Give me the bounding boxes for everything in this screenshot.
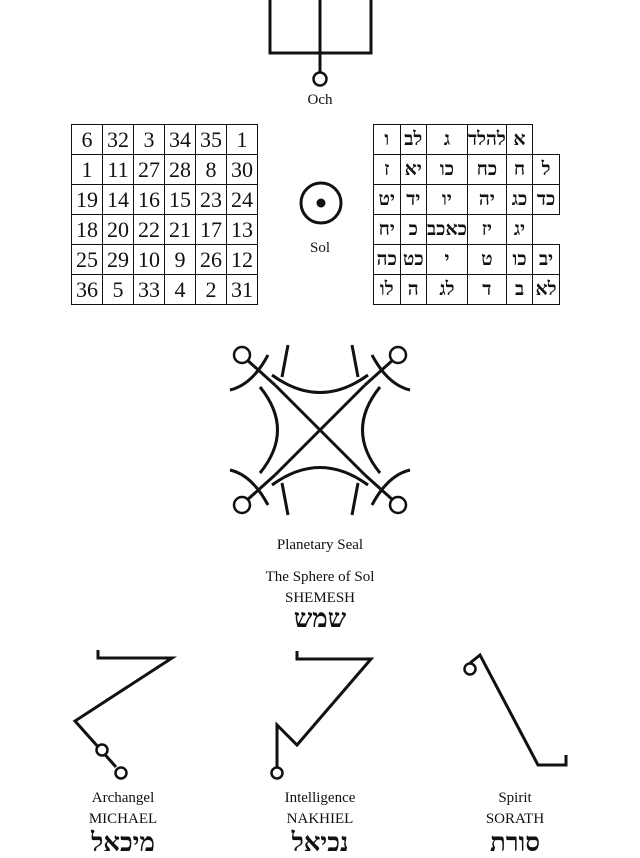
hebrew-square-row	[374, 275, 560, 305]
hebrew-square-cell: ח	[506, 155, 533, 185]
magic-square-cell: 14	[103, 185, 134, 215]
hebrew-square-cell: ל	[533, 155, 560, 185]
magic-square-cell: 22	[134, 215, 165, 245]
archangel-sigil	[60, 645, 200, 785]
archangel-name: MICHAEL	[88, 811, 158, 827]
hebrew-square-row	[374, 125, 560, 155]
hebrew-square-cell: כט	[400, 245, 427, 275]
hebrew-square-cell: י	[427, 245, 468, 275]
hebrew-square-cell: ב	[506, 275, 533, 305]
spirit-sigil	[450, 645, 590, 785]
magic-square-cell: 20	[103, 215, 134, 245]
hebrew-square-cell: לא	[533, 275, 560, 305]
magic-square-cell: 10	[134, 245, 165, 275]
hebrew-square-cell: כג	[506, 185, 533, 215]
sphere-title: The Sphere of Sol	[265, 569, 375, 585]
hebrew-square-cell: ג	[427, 125, 468, 155]
magic-square-cell: 12	[227, 245, 258, 275]
hebrew-square-cell: ז	[374, 155, 401, 185]
magic-square-row	[72, 275, 258, 305]
magic-square-cell: 32	[103, 125, 134, 155]
hebrew-square-cell: כד	[533, 185, 560, 215]
magic-square-cell: 18	[72, 215, 103, 245]
hebrew-square-cell: יג	[506, 215, 533, 245]
intelligence-name: NAKHIEL	[286, 811, 354, 827]
magic-square-cell: 1	[72, 155, 103, 185]
hebrew-square-cell: להלד	[467, 125, 506, 155]
intelligence-hebrew: נכיאל	[291, 828, 349, 858]
magic-square-cell: 17	[196, 215, 227, 245]
magic-square-cell: 11	[103, 155, 134, 185]
hebrew-square-row	[374, 215, 560, 245]
hebrew-square-cell: כה	[374, 245, 401, 275]
hebrew-square-cell: ד	[467, 275, 506, 305]
hebrew-square-row	[374, 155, 560, 185]
magic-square-cell: 13	[227, 215, 258, 245]
och-sigil	[0, 0, 640, 100]
magic-square-cell: 1	[227, 125, 258, 155]
hebrew-square-cell: כו	[427, 155, 468, 185]
magic-square-cell: 19	[72, 185, 103, 215]
magic-square-cell: 8	[196, 155, 227, 185]
hebrew-square-cell: יד	[400, 185, 427, 215]
magic-square-cell: 31	[227, 275, 258, 305]
magic-square-cell: 26	[196, 245, 227, 275]
magic-square-cell: 27	[134, 155, 165, 185]
magic-square-cell: 28	[165, 155, 196, 185]
magic-square-row	[72, 185, 258, 215]
hebrew-square-cell: ה	[400, 275, 427, 305]
hebrew-square-row	[374, 245, 560, 275]
magic-square-cell: 24	[227, 185, 258, 215]
magic-square-cell: 9	[165, 245, 196, 275]
hebrew-square-cell: כ	[400, 215, 427, 245]
magic-square-cell: 25	[72, 245, 103, 275]
sol-symbol-icon	[296, 179, 346, 229]
hebrew-square-cell: א	[506, 125, 533, 155]
magic-square-cell: 33	[134, 275, 165, 305]
magic-square-cell: 15	[165, 185, 196, 215]
archangel-hebrew: מיכאל	[91, 828, 155, 858]
planetary-seal	[220, 335, 420, 525]
intelligence-role: Intelligence	[284, 790, 356, 806]
hebrew-square-cell: לו	[374, 275, 401, 305]
hebrew-square-cell: יו	[427, 185, 468, 215]
hebrew-square-cell: יה	[467, 185, 506, 215]
magic-square-cell: 36	[72, 275, 103, 305]
och-label: Och	[307, 92, 333, 108]
hebrew-square-cell: יט	[374, 185, 401, 215]
sphere-hebrew: שמש	[293, 604, 347, 634]
hebrew-square-cell: יא	[400, 155, 427, 185]
magic-square-cell: 4	[165, 275, 196, 305]
seal-caption: Planetary Seal	[276, 537, 364, 553]
magic-square-cell: 2	[196, 275, 227, 305]
spirit-hebrew: סורת	[489, 828, 541, 858]
hebrew-square-cell: יז	[467, 215, 506, 245]
sphere-name: SHEMESH	[284, 590, 356, 606]
archangel-role: Archangel	[91, 790, 155, 806]
hebrew-square-cell: ו	[374, 125, 401, 155]
magic-square-cell: 23	[196, 185, 227, 215]
magic-square-cell: 21	[165, 215, 196, 245]
spirit-name: SORATH	[485, 811, 545, 827]
magic-square-cell: 3	[134, 125, 165, 155]
hebrew-square-cell: כו	[506, 245, 533, 275]
magic-square-cell: 5	[103, 275, 134, 305]
magic-square-cell: 30	[227, 155, 258, 185]
hebrew-square-cell: יב	[533, 245, 560, 275]
hebrew-square-cell: כח	[467, 155, 506, 185]
magic-square-row	[72, 125, 258, 155]
magic-square-row	[72, 155, 258, 185]
intelligence-sigil	[255, 645, 395, 785]
magic-square-cell: 35	[196, 125, 227, 155]
hebrew-square-row	[374, 185, 560, 215]
magic-square-cell: 6	[72, 125, 103, 155]
magic-square-cell: 16	[134, 185, 165, 215]
hebrew-magic-square	[373, 124, 560, 305]
spirit-role: Spirit	[498, 790, 532, 806]
hebrew-square-cell: כאכב	[427, 215, 468, 245]
sol-magic-square	[71, 124, 258, 305]
hebrew-square-cell: יח	[374, 215, 401, 245]
magic-square-cell: 34	[165, 125, 196, 155]
magic-square-row	[72, 245, 258, 275]
hebrew-square-cell: ט	[467, 245, 506, 275]
hebrew-square-cell: לג	[427, 275, 468, 305]
hebrew-square-cell: לב	[400, 125, 427, 155]
magic-square-row	[72, 215, 258, 245]
magic-square-cell: 29	[103, 245, 134, 275]
sol-label: Sol	[309, 240, 331, 256]
